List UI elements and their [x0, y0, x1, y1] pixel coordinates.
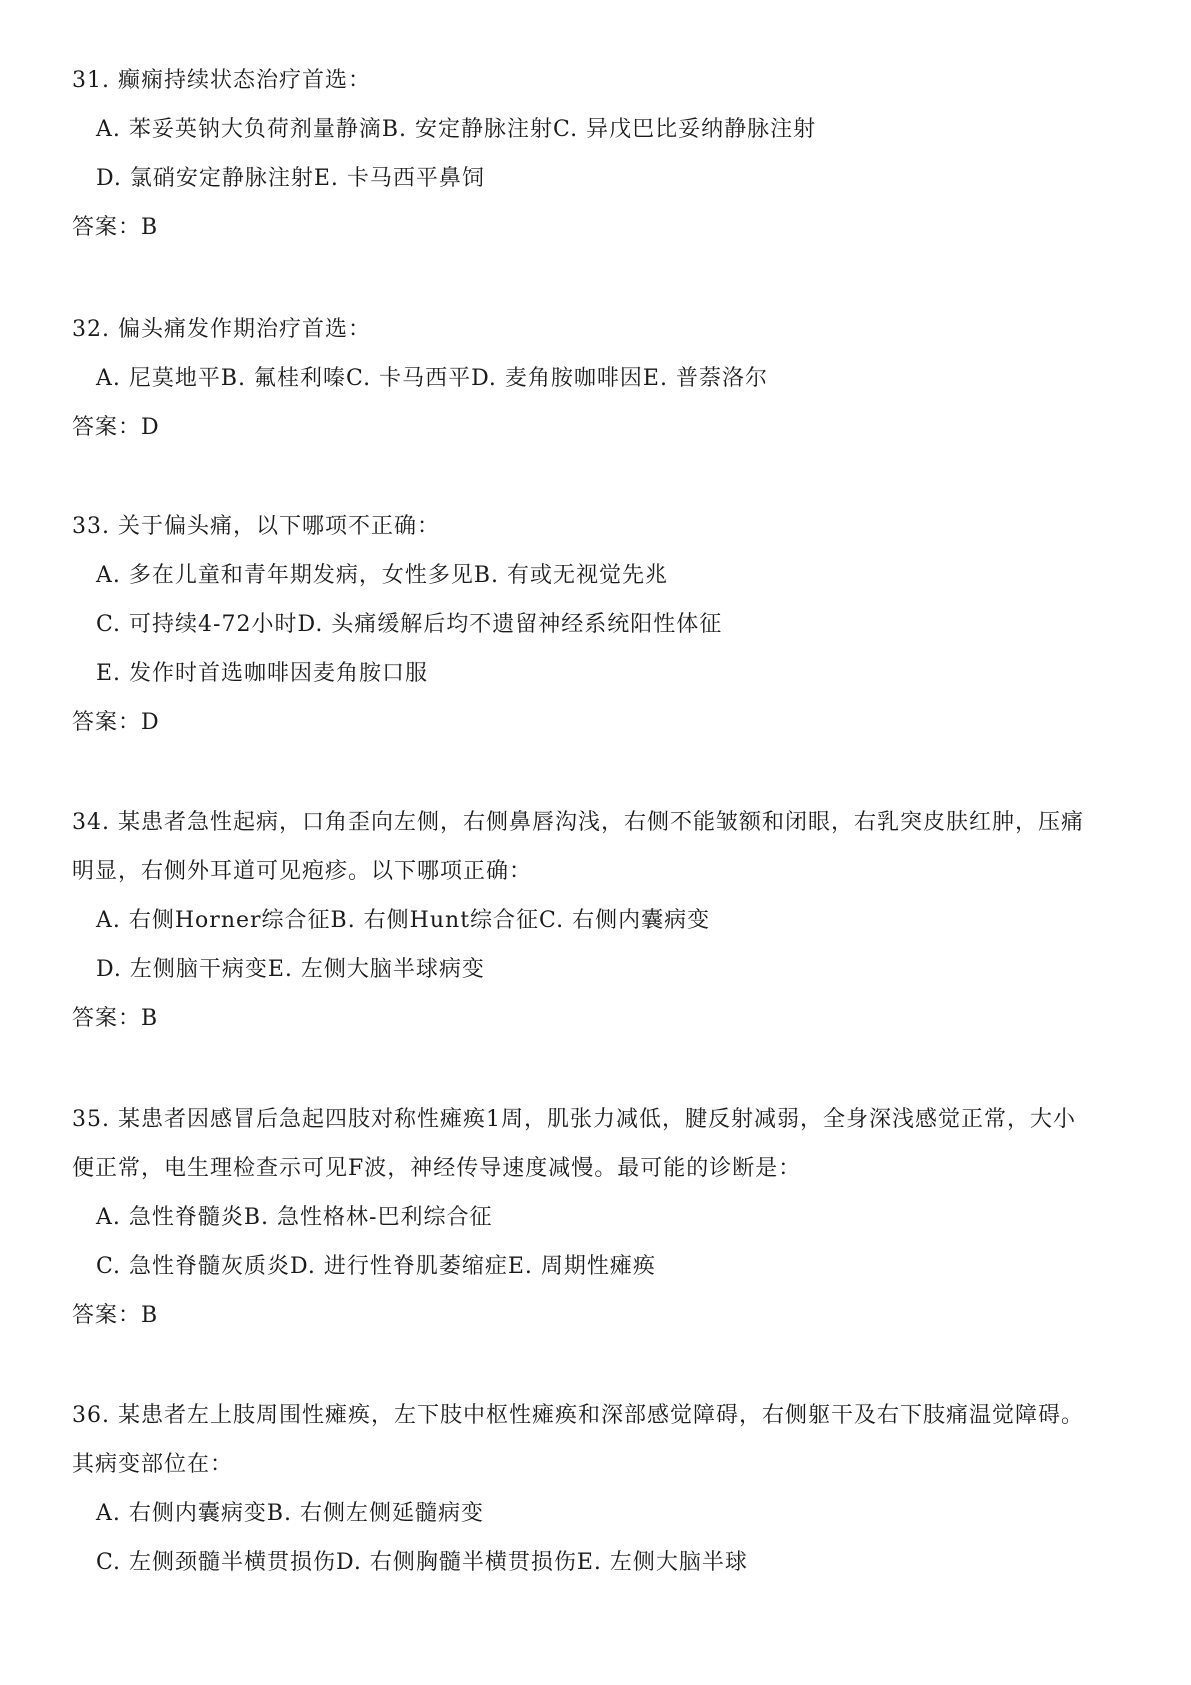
question-options: A. 尼莫地平B. 氟桂利嗪C. 卡马西平D. 麦角胺咖啡因E. 普萘洛尔: [96, 366, 768, 391]
question-options: A. 急性脊髓炎B. 急性格林-巴利综合征: [96, 1205, 493, 1230]
question-stem: 35. 某患者因感冒后急起四肢对称性瘫痪1周，肌张力减低，腱反射减弱，全身深浅感觉正常，大小: [72, 1107, 1076, 1132]
question-answer: 答案：D: [72, 415, 160, 440]
question-options: C. 可持续4-72小时D. 头痛缓解后均不遗留神经系统阳性体征: [96, 612, 723, 637]
question-answer: 答案：B: [72, 1303, 159, 1328]
question-31: [72, 56, 1132, 252]
question-options: D. 左侧脑干病变E. 左侧大脑半球病变: [96, 957, 485, 982]
question-34: [72, 798, 1132, 1043]
question-answer: 答案：B: [72, 1006, 159, 1031]
question-options: A. 多在儿童和青年期发病，女性多见B. 有或无视觉先兆: [96, 563, 669, 588]
question-stem: 33. 关于偏头痛，以下哪项不正确：: [72, 514, 440, 539]
question-36: [72, 1391, 1132, 1587]
question-35: [72, 1095, 1132, 1340]
question-stem: 便正常，电生理检查示可见F波，神经传导速度减慢。最可能的诊断是：: [72, 1156, 802, 1181]
question-answer: 答案：B: [72, 215, 159, 240]
question-options: D. 氯硝安定静脉注射E. 卡马西平鼻饲: [96, 166, 485, 191]
question-stem: 36. 某患者左上肢周围性瘫痪，左下肢中枢性瘫痪和深部感觉障碍，右侧躯干及右下肢痛温觉障碍。: [72, 1403, 1084, 1428]
question-stem: 其病变部位在：: [72, 1452, 234, 1477]
question-options: C. 急性脊髓灰质炎D. 进行性脊肌萎缩症E. 周期性瘫痪: [96, 1254, 656, 1279]
question-options: C. 左侧颈髓半横贯损伤D. 右侧胸髓半横贯损伤E. 左侧大脑半球: [96, 1550, 748, 1575]
question-stem: 31. 癫痫持续状态治疗首选：: [72, 68, 371, 93]
question-33: [72, 502, 1132, 747]
question-options: A. 苯妥英钠大负荷剂量静滴B. 安定静脉注射C. 异戊巴比妥纳静脉注射: [96, 117, 817, 142]
question-options: A. 右侧Horner综合征B. 右侧Hunt综合征C. 右侧内囊病变: [96, 908, 711, 933]
question-answer: 答案：D: [72, 710, 160, 735]
question-options: E. 发作时首选咖啡因麦角胺口服: [96, 661, 429, 686]
question-options: A. 右侧内囊病变B. 右侧左侧延髓病变: [96, 1501, 485, 1526]
question-stem: 明显，右侧外耳道可见疱疹。以下哪项正确：: [72, 859, 533, 884]
question-32: [72, 305, 1132, 452]
question-stem: 34. 某患者急性起病，口角歪向左侧，右侧鼻唇沟浅，右侧不能皱额和闭眼，右乳突皮肤红肿，压痛: [72, 810, 1084, 835]
question-stem: 32. 偏头痛发作期治疗首选：: [72, 317, 371, 342]
